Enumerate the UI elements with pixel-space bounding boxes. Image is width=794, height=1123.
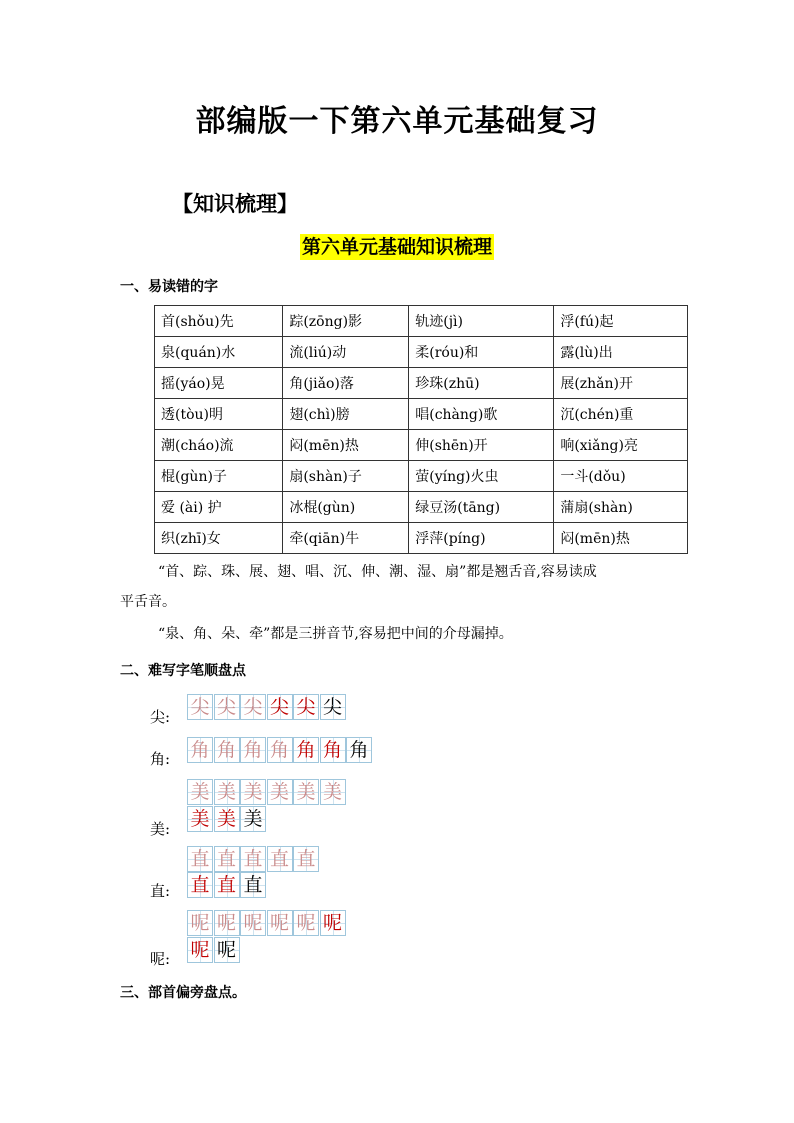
stroke-step-box: 美: [267, 779, 293, 805]
stroke-step-box: 直: [214, 872, 240, 898]
stroke-step-box: 直: [267, 846, 293, 872]
stroke-step-box: 直: [187, 872, 213, 898]
stroke-step-box: 直: [187, 846, 213, 872]
knowledge-header: 【知识梳理】: [172, 192, 298, 216]
stroke-step-box: 直: [240, 846, 266, 872]
section1-heading: 一、易读错的字: [120, 279, 218, 295]
unit-title-text: 第六单元基础知识梳理: [301, 236, 492, 258]
stroke-step-box: 呢: [214, 910, 240, 936]
table-cell: 轨迹(jì): [409, 306, 554, 337]
table-row: [155, 368, 688, 399]
table-cell: 织(zhī)女: [155, 523, 283, 554]
stroke-step-box: 美: [214, 779, 240, 805]
stroke-step-box: 直: [214, 846, 240, 872]
table-cell: 踪(zōng)影: [283, 306, 409, 337]
note1-line2: 平舌音。: [120, 594, 176, 610]
stroke-step-box: 美: [187, 779, 213, 805]
table-cell: 露(lù)出: [554, 337, 688, 368]
table-cell: 泉(quán)水: [155, 337, 283, 368]
table-cell: 伸(shēn)开: [409, 430, 554, 461]
section2-heading: 二、难写字笔顺盘点: [120, 663, 246, 679]
table-cell: 响(xiǎng)亮: [554, 430, 688, 461]
stroke-step-box: 尖: [214, 694, 240, 720]
table-cell: 一斗(dǒu): [554, 461, 688, 492]
stroke-step-box: 呢: [293, 910, 319, 936]
stroke-step-box: 角: [240, 737, 266, 763]
stroke-step-box: 角: [346, 737, 372, 763]
stroke-step-box: 尖: [320, 694, 346, 720]
table-cell: 浮萍(píng): [409, 523, 554, 554]
table-cell: 牵(qiān)牛: [283, 523, 409, 554]
unit-title: [0, 232, 794, 259]
table-cell: 展(zhǎn)开: [554, 368, 688, 399]
stroke-step-box: 直: [240, 872, 266, 898]
stroke-step-box: 直: [293, 846, 319, 872]
stroke-step-box: 尖: [187, 694, 213, 720]
stroke-char-label: 呢:: [150, 950, 171, 968]
stroke-step-box: 尖: [240, 694, 266, 720]
stroke-step-box: 角: [320, 737, 346, 763]
stroke-step-box: 呢: [267, 910, 293, 936]
stroke-step-box: 美: [240, 779, 266, 805]
stroke-step-box: 角: [267, 737, 293, 763]
table-cell: 爱 (ài) 护: [155, 492, 283, 523]
stroke-char-label: 直:: [150, 882, 171, 900]
table-row: [155, 306, 688, 337]
table-row: [155, 492, 688, 523]
table-row: [155, 523, 688, 554]
stroke-step-box: 美: [320, 779, 346, 805]
table-cell: 冰棍(gùn): [283, 492, 409, 523]
stroke-step-box: 角: [214, 737, 240, 763]
table-cell: 闷(mēn)热: [283, 430, 409, 461]
stroke-char-label: 角:: [150, 750, 171, 768]
table-cell: 沉(chén)重: [554, 399, 688, 430]
table-cell: 唱(chàng)歌: [409, 399, 554, 430]
table-cell: 柔(róu)和: [409, 337, 554, 368]
stroke-step-box: 呢: [214, 937, 240, 963]
stroke-step-box: 尖: [293, 694, 319, 720]
stroke-step-box: 呢: [187, 937, 213, 963]
stroke-step-box: 美: [214, 806, 240, 832]
table-cell: 萤(yíng)火虫: [409, 461, 554, 492]
table-cell: 绿豆汤(tāng): [409, 492, 554, 523]
stroke-step-box: 呢: [240, 910, 266, 936]
stroke-step-box: 美: [293, 779, 319, 805]
stroke-step-box: 角: [187, 737, 213, 763]
table-cell: 浮(fú)起: [554, 306, 688, 337]
stroke-char-label: 尖:: [150, 708, 171, 726]
table-cell: 闷(mēn)热: [554, 523, 688, 554]
table-cell: 角(jiǎo)落: [283, 368, 409, 399]
table-cell: 翅(chì)膀: [283, 399, 409, 430]
stroke-step-box: 美: [240, 806, 266, 832]
stroke-step-box: 美: [187, 806, 213, 832]
table-row: [155, 337, 688, 368]
table-row: [155, 430, 688, 461]
note1-line1: “首、踪、珠、展、翅、唱、沉、伸、潮、湿、扇”都是翘舌音,容易读成: [158, 564, 597, 580]
table-cell: 蒲扇(shàn): [554, 492, 688, 523]
table-cell: 透(tòu)明: [155, 399, 283, 430]
table-cell: 棍(gùn)子: [155, 461, 283, 492]
stroke-step-box: 角: [293, 737, 319, 763]
table-cell: 珍珠(zhū): [409, 368, 554, 399]
stroke-char-label: 美:: [150, 820, 171, 838]
table-cell: 扇(shàn)子: [283, 461, 409, 492]
section3-heading: 三、部首偏旁盘点。: [120, 985, 246, 1001]
note2: “泉、角、朵、牵”都是三拼音节,容易把中间的介母漏掉。: [158, 626, 513, 642]
table-row: [155, 399, 688, 430]
table-cell: 潮(cháo)流: [155, 430, 283, 461]
stroke-step-box: 尖: [267, 694, 293, 720]
table-cell: 摇(yáo)晃: [155, 368, 283, 399]
misread-words-table: [154, 305, 688, 554]
table-row: [155, 461, 688, 492]
table-cell: 流(liú)动: [283, 337, 409, 368]
table-cell: 首(shǒu)先: [155, 306, 283, 337]
stroke-step-box: 呢: [187, 910, 213, 936]
stroke-step-box: 呢: [320, 910, 346, 936]
page-title: 部编版一下第六单元基础复习: [195, 104, 599, 139]
